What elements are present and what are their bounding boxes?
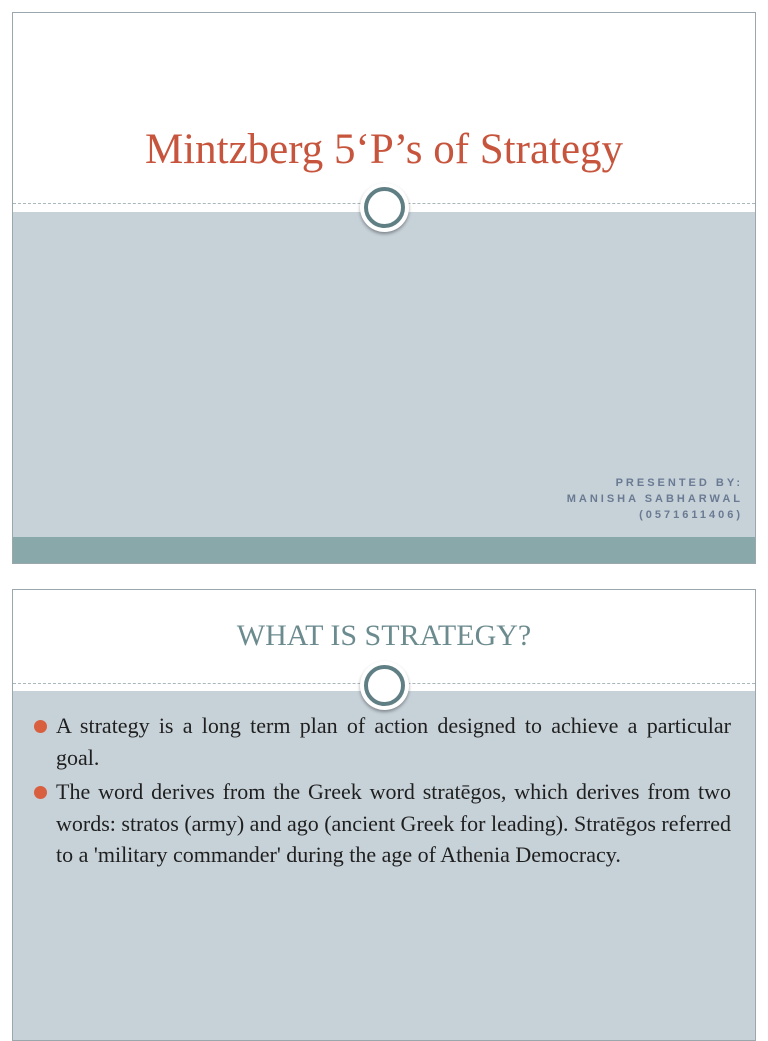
section-title: WHAT IS STRATEGY? <box>236 619 532 652</box>
bullet-dot-icon <box>34 786 47 799</box>
bullet-list <box>34 710 731 874</box>
title-area <box>13 13 755 205</box>
slide-title: Mintzberg 5‘P’s of Strategy <box>144 126 624 173</box>
bullet-item <box>34 776 731 871</box>
bullet-text: A strategy is a long term plan of action designed to achieve a particular goal. <box>56 713 731 770</box>
title-slide <box>12 12 756 564</box>
content-slide <box>12 589 756 1041</box>
presented-by-label: PRESENTED BY: <box>615 477 743 489</box>
circle-ornament-icon <box>364 665 405 706</box>
presenter-id: (0571611406) <box>639 509 743 521</box>
bullet-dot-icon <box>34 720 47 733</box>
bottom-band <box>13 537 755 563</box>
presenter-name: MANISHA SABHARWAL <box>566 493 743 505</box>
circle-ornament-icon <box>364 187 405 228</box>
bullet-item <box>34 710 731 773</box>
presenter-block <box>567 475 743 523</box>
bullet-text: The word derives from the Greek word stratēgos, which derives from two words: stratos (army) and ago (ancient Greek for leading). Stratēgos referred to a 'military commander' during the age of Athenia Democracy. <box>56 779 732 867</box>
